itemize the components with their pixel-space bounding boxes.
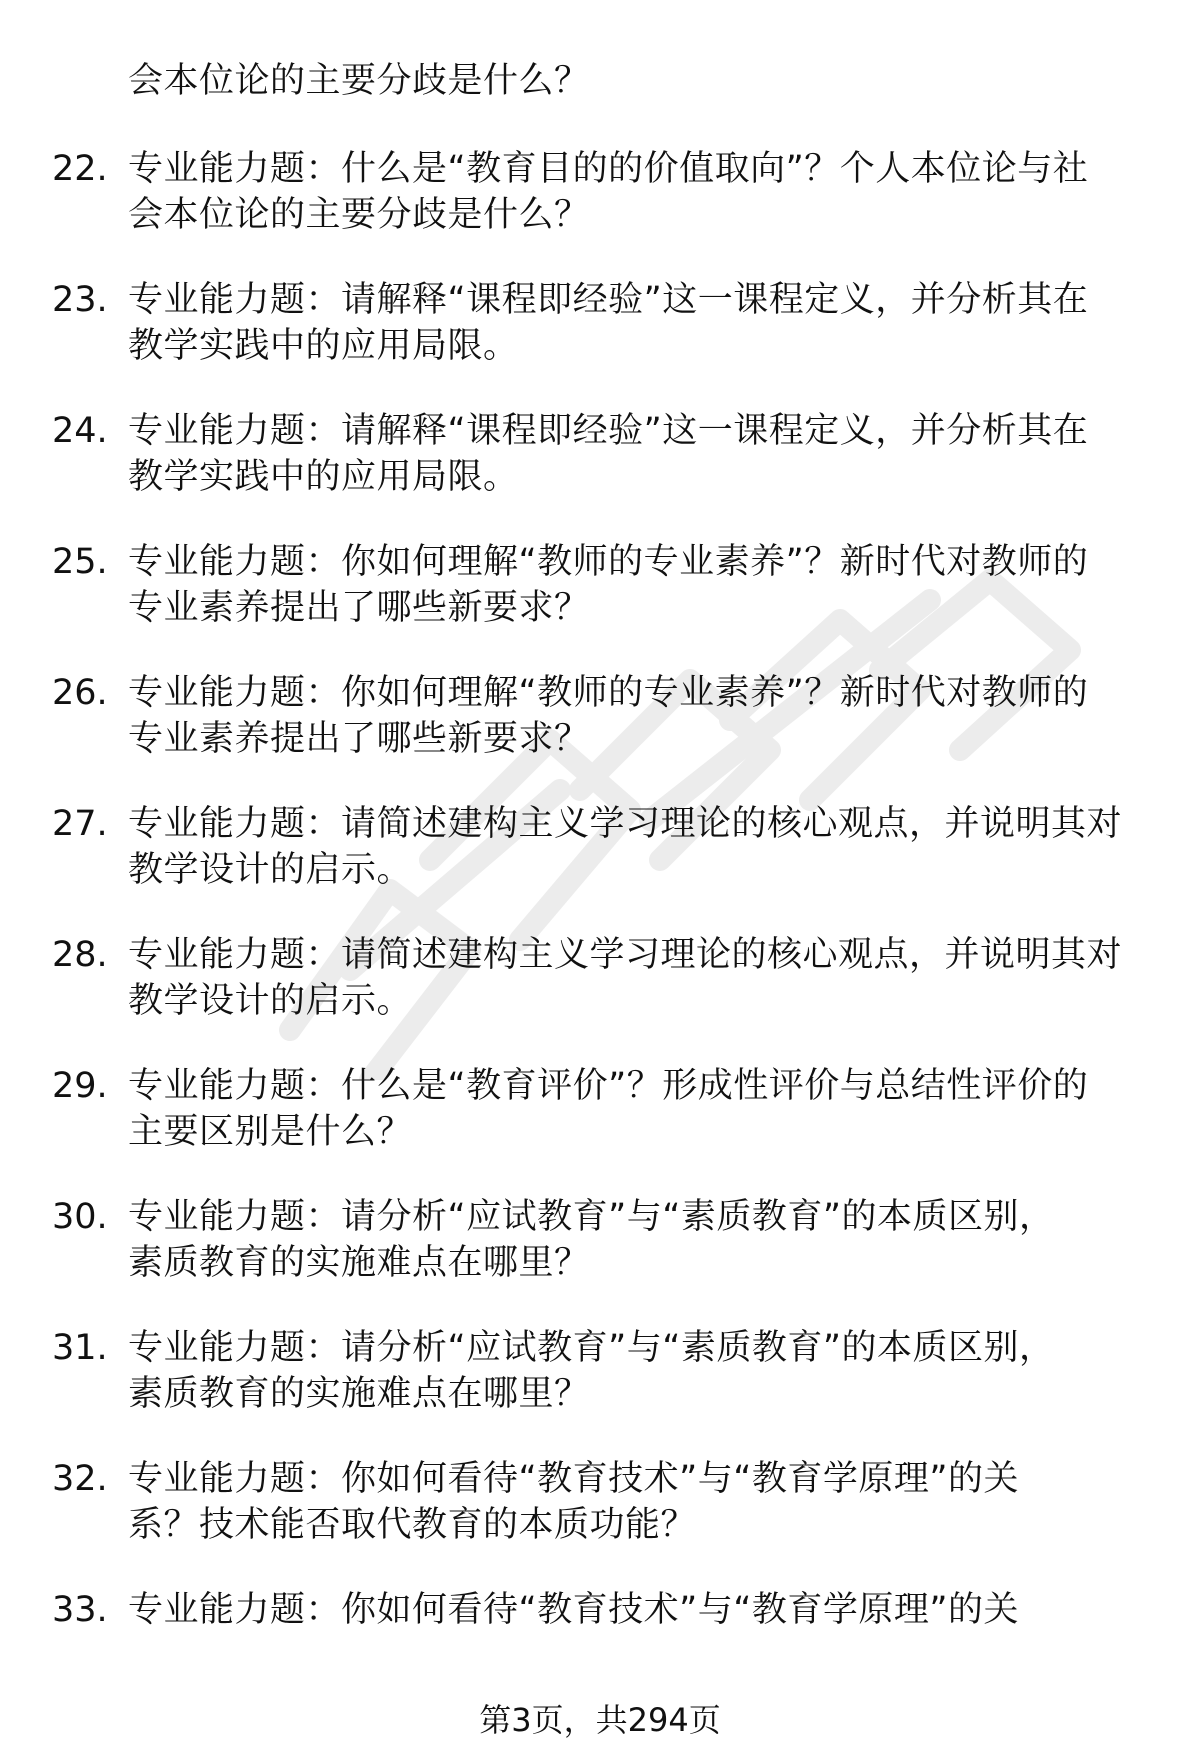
question-line: 教学实践中的应用局限。 [128, 326, 519, 366]
question-line: 专业能力题：请分析“应试教育”与“素质教育”的本质区别， [128, 1197, 1055, 1237]
question-number: 25. [52, 542, 108, 582]
page-number-footer: 第3页，共294页 [479, 1701, 721, 1739]
question-item [0, 930, 1200, 1021]
question-number: 26. [52, 673, 108, 713]
question-line: 专业能力题：请解释“课程即经验”这一课程定义，并分析其在 [128, 280, 1089, 320]
question-text [128, 537, 1138, 633]
question-item [0, 406, 1200, 497]
question-number: 30. [52, 1197, 108, 1237]
question-text [128, 1192, 1138, 1288]
question-line: 教学设计的启示。 [128, 850, 413, 890]
question-number: 27. [52, 804, 108, 844]
question-text [128, 144, 1138, 240]
question-line: 专业能力题：你如何理解“教师的专业素养”？新时代对教师的 [128, 542, 1089, 582]
question-list [0, 144, 1200, 1716]
question-line: 系？技术能否取代教育的本质功能？ [128, 1505, 697, 1545]
question-line: 专业能力题：请解释“课程即经验”这一课程定义，并分析其在 [128, 411, 1089, 451]
question-number: 29. [52, 1066, 108, 1106]
question-number: 32. [52, 1459, 108, 1499]
question-line: 素质教育的实施难点在哪里？ [128, 1374, 590, 1414]
question-text [128, 668, 1138, 764]
question-text [128, 275, 1138, 371]
question-item [0, 537, 1200, 628]
question-line: 专业能力题：请简述建构主义学习理论的核心观点，并说明其对 [128, 935, 1123, 975]
question-text [128, 1323, 1138, 1419]
question-text [128, 799, 1138, 895]
question-item [0, 1192, 1200, 1283]
question-number: 31. [52, 1328, 108, 1368]
question-line: 主要区别是什么？ [128, 1112, 413, 1152]
question-line: 专业能力题：什么是“教育评价”？形成性评价与总结性评价的 [128, 1066, 1089, 1106]
question-number: 22. [52, 149, 108, 189]
question-item [0, 1454, 1200, 1545]
question-line: 专业能力题：请简述建构主义学习理论的核心观点，并说明其对 [128, 804, 1123, 844]
question-item [0, 1061, 1200, 1152]
question-item [0, 275, 1200, 366]
question-text [128, 930, 1138, 1026]
question-number: 23. [52, 280, 108, 320]
question-line: 会本位论的主要分歧是什么？ [128, 195, 590, 235]
question-text [128, 1585, 1138, 1635]
question-number: 28. [52, 935, 108, 975]
question-line: 专业能力题：你如何理解“教师的专业素养”？新时代对教师的 [128, 673, 1089, 713]
question-text [128, 406, 1138, 502]
question-line: 专业素养提出了哪些新要求？ [128, 719, 590, 759]
question-item [0, 799, 1200, 890]
question-line: 专业能力题：什么是“教育目的的价值取向”？个人本位论与社 [128, 149, 1089, 189]
question-line: 专业能力题：请分析“应试教育”与“素质教育”的本质区别， [128, 1328, 1055, 1368]
question-item [0, 668, 1200, 759]
question-line: 专业能力题：你如何看待“教育技术”与“教育学原理”的关 [128, 1590, 1020, 1630]
question-line: 素质教育的实施难点在哪里？ [128, 1243, 590, 1283]
question-line: 教学实践中的应用局限。 [128, 457, 519, 497]
question-text [128, 1454, 1138, 1550]
question-line: 教学设计的启示。 [128, 981, 413, 1021]
question-text [128, 1061, 1138, 1157]
question-line: 专业能力题：你如何看待“教育技术”与“教育学原理”的关 [128, 1459, 1020, 1499]
question-line: 专业素养提出了哪些新要求？ [128, 588, 590, 628]
question-number: 24. [52, 411, 108, 451]
question-item [0, 1585, 1200, 1667]
question-item [0, 144, 1200, 235]
continued-question-text: 会本位论的主要分歧是什么？ [128, 61, 590, 101]
question-number: 33. [52, 1590, 108, 1630]
question-item [0, 1323, 1200, 1414]
